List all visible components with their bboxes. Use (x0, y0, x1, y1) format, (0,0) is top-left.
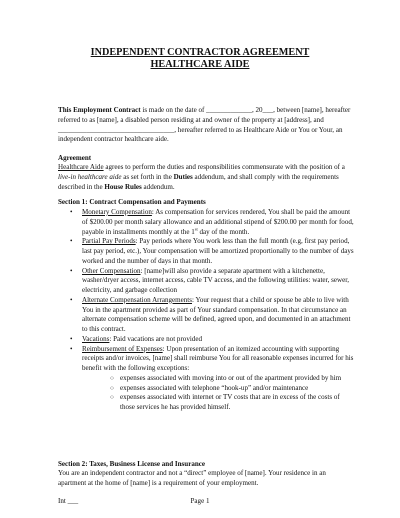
agreement-term: Healthcare Aide (58, 163, 104, 171)
section2-paragraph: You are an independent contractor and not a “direct” employee of [name]. Your residence in an apartment at the home of [name] is a requirement of your employment. (58, 469, 326, 487)
page-number: Page 1 (190, 497, 210, 505)
exception-text: expenses associated with telephone “hook-up” and/or maintenance (120, 383, 309, 392)
intro-paragraph (58, 106, 354, 145)
item-text-end: day of the month. (197, 227, 250, 236)
bullet-icon: • (70, 266, 73, 275)
agreement-text-2: as set forth in the (121, 172, 174, 181)
exception-text: expenses associated with moving into or out of the apartment provided by him (120, 373, 342, 382)
circle-bullet-icon: ○ (110, 374, 114, 382)
list-item (70, 345, 356, 413)
agreement-heading: Agreement (58, 154, 92, 162)
duties-ref: Duties (173, 172, 193, 181)
compensation-list (70, 208, 356, 413)
list-item (70, 335, 356, 345)
item-label: Other Compensation (82, 266, 141, 275)
item-label: Vacations (82, 334, 110, 343)
document-subtitle: HEALTHCARE AIDE (150, 59, 250, 70)
bullet-icon: • (70, 334, 73, 343)
bullet-icon: • (70, 237, 73, 246)
list-item (70, 267, 356, 296)
list-item (70, 296, 356, 335)
document-title: INDEPENDENT CONTRACTOR AGREEMENT (90, 47, 310, 58)
item-text: : Upon presentation of an itemized accounting with supporting receipts and/or invoices, [name] shall reimburse You for all reasonable expenses incurred for his benefit with the following exceptions: (82, 344, 354, 372)
list-item (70, 237, 356, 266)
item-text: : Your request that a child or spouse be able to live with You in the apartment provided as part of Your standard compensation. In that circumstance an alternate compensation scheme will be defined, agreed upon, and documented in an attachment to this contract. (82, 295, 351, 333)
agreement-paragraph (58, 163, 354, 192)
circle-bullet-icon: ○ (110, 384, 114, 392)
item-label: Monetary Compensation (82, 208, 152, 216)
ordinal-suffix: st (194, 226, 198, 232)
initials-field: Int ___ (58, 497, 79, 505)
agreement-text-3: addendum, and shall comply with the requirements described in the (58, 172, 339, 191)
section2-heading: Section 2: Taxes, Business License and Insurance (58, 460, 206, 468)
item-label: Partial Pay Periods (82, 237, 136, 246)
house-rules-ref: House Rules (104, 182, 142, 191)
item-label: Reimbursement of Expenses (82, 344, 163, 353)
item-label: Alternate Compensation Arrangements (82, 295, 192, 304)
intro-lead: This Employment Contract (58, 106, 141, 114)
item-text: : Paid vacations are not provided (109, 334, 202, 343)
bullet-icon: • (70, 295, 73, 304)
bullet-icon: • (70, 344, 73, 353)
exception-list (82, 374, 356, 413)
item-text: : Pay periods where You work less than the full month (e.g, first pay period, last pay period, etc.), Your compensation will be amortized proportionally to the number of days worked and the number of days in that month. (82, 237, 354, 265)
agreement-text-1: agrees to perform the duties and responsibilities commensurate with the position of a (103, 163, 345, 171)
bullet-icon: • (70, 208, 73, 216)
agreement-position: live-in healthcare aide (58, 172, 122, 181)
item-text: : As compensation for services rendered, You shall be paid the amount of $200.00 per month salary allowance and an additional stipend of $200.00 per month for food, payable in installments monthly at the 1 (82, 208, 354, 236)
list-item (70, 208, 356, 237)
exception-item (110, 374, 356, 384)
section1-heading: Section 1: Contract Compensation and Payments (58, 198, 206, 206)
exception-item (110, 393, 356, 413)
intro-text: is made on the date of _____________, 20___, between [name], hereafter referred to as [name], a disabled person residing at and owner of the property at [address], and _________________________________, hereafter referred to as Healthcare Aide or You or Your, an independent contractor healthcare aide. (58, 106, 351, 144)
exception-text: expenses associated with internet or TV costs that are in excess of the costs of those services he has provided himself. (120, 393, 340, 411)
exception-item (110, 384, 356, 394)
agreement-text-4: addendum. (141, 182, 175, 191)
circle-bullet-icon: ○ (110, 394, 114, 402)
item-text: : [name]will also provide a separate apartment with a kitchenette, washer/dryer access, internet access, cable TV access, and the following utilities: water, sewer, electricity, and garbage collection (82, 266, 350, 294)
